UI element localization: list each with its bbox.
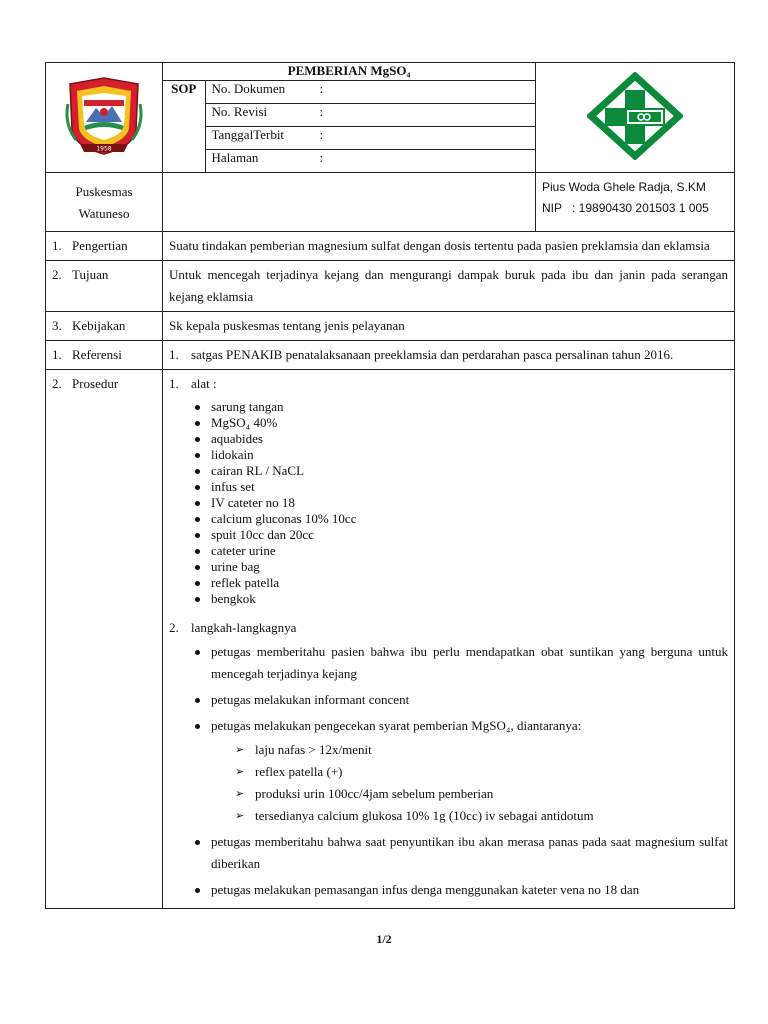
sop-document bbox=[45, 62, 734, 909]
identity-row bbox=[46, 173, 735, 232]
langkah-list bbox=[169, 641, 728, 901]
list-item: calcium gluconas 10% 10cc bbox=[211, 511, 728, 527]
label-pengertian: 1. Pengertian bbox=[46, 232, 163, 261]
signer-name: Pius Woda Ghele Radja, S.KM bbox=[542, 180, 706, 194]
list-item: sarung tangan bbox=[211, 399, 728, 415]
header-center-cell bbox=[163, 63, 536, 173]
list-item: lidokain bbox=[211, 447, 728, 463]
label-referensi: 1. Referensi bbox=[46, 341, 163, 370]
list-item: petugas memberitahu bahwa saat penyuntikan ibu akan merasa panas pada saat magnesium sulfat diberikan bbox=[211, 831, 728, 875]
row-pengertian bbox=[46, 232, 735, 261]
document-title: PEMBERIAN MgSO₄ bbox=[163, 63, 535, 81]
regency-emblem-icon bbox=[64, 74, 144, 158]
list-item: ➢ produksi urin 100cc/4jam sebelum pemberian bbox=[255, 783, 728, 805]
signer-block bbox=[536, 173, 735, 232]
header-meta-table bbox=[163, 63, 535, 172]
list-item: urine bag bbox=[211, 559, 728, 575]
left-logo-cell bbox=[46, 63, 163, 173]
text-kebijakan: Sk kepala puskesmas tentang jenis pelayanan bbox=[163, 312, 735, 341]
row-referensi bbox=[46, 341, 735, 370]
list-item: ➢ laju nafas > 12x/menit bbox=[255, 739, 728, 761]
label-prosedur: 2. Prosedur bbox=[46, 370, 163, 909]
langkah-heading: 2. langkah-langkagnya bbox=[169, 620, 297, 635]
alat-heading: 1. alat : bbox=[169, 376, 217, 391]
list-item: aquabides bbox=[211, 431, 728, 447]
list-item: petugas melakukan pemasangan infus denga menggunakan kateter vena no 18 dan bbox=[211, 879, 728, 901]
list-item: petugas melakukan informant concent bbox=[211, 689, 728, 711]
list-item: IV cateter no 18 bbox=[211, 495, 728, 511]
list-item: ➢ reflex patella (+) bbox=[255, 761, 728, 783]
meta-no-revisi: No. Revisi : bbox=[205, 104, 535, 127]
list-item: infus set bbox=[211, 479, 728, 495]
label-kebijakan: 3. Kebijakan bbox=[46, 312, 163, 341]
text-referensi: 1. satgas PENAKIB penatalaksanaan preeklamsia dan perdarahan pasca persalinan tahun 2016. bbox=[163, 341, 735, 370]
header-row bbox=[46, 63, 735, 173]
meta-tanggal-terbit: TanggalTerbit : bbox=[205, 127, 535, 150]
puskesmas-cross-logo-icon bbox=[587, 72, 683, 160]
alat-list bbox=[169, 399, 728, 607]
text-prosedur bbox=[163, 370, 735, 909]
sop-table bbox=[45, 62, 735, 909]
list-item: cairan RL / NaCL bbox=[211, 463, 728, 479]
meta-halaman: Halaman : bbox=[205, 150, 535, 173]
meta-no-dokumen: No. Dokumen : bbox=[205, 81, 535, 104]
list-item: reflek patella bbox=[211, 575, 728, 591]
page-number: 1/2 bbox=[376, 932, 392, 946]
puskesmas-name: Puskesmas Watuneso bbox=[46, 173, 163, 232]
list-item: ➢ tersedianya calcium glukosa 10% 1g (10cc) iv sebagai antidotum bbox=[255, 805, 728, 827]
row-tujuan bbox=[46, 261, 735, 312]
list-item: petugas memberitahu pasien bahwa ibu perlu mendapatkan obat suntikan yang berguna untuk mencegah terjadinya kejang bbox=[211, 641, 728, 685]
signer-nip: NIP : 19890430 201503 1 005 bbox=[542, 201, 709, 215]
identity-blank bbox=[163, 173, 536, 232]
list-item: petugas melakukan pengecekan syarat pemberian MgSO₄, diantaranya: ➢ laju nafas > 12x/menit ➢ reflex patella (+) ➢ produksi urin 100cc/4jam sebelum pemberian ➢ tersedianya calcium glukosa 10% 1g (10cc) iv sebagai antidotum bbox=[211, 715, 728, 827]
text-tujuan: Untuk mencegah terjadinya kejang dan mengurangi dampak buruk pada ibu dan janin pada serangan kejang eklamsia bbox=[163, 261, 735, 312]
label-tujuan: 2. Tujuan bbox=[46, 261, 163, 312]
list-item: MgSO₄ 40% bbox=[211, 415, 728, 431]
syarat-list bbox=[211, 739, 728, 827]
row-prosedur bbox=[46, 370, 735, 909]
emblem-year: 1958 bbox=[96, 145, 112, 152]
list-item: cateter urine bbox=[211, 543, 728, 559]
list-item: spuit 10cc dan 20cc bbox=[211, 527, 728, 543]
right-logo-cell bbox=[536, 63, 735, 173]
text-pengertian: Suatu tindakan pemberian magnesium sulfat dengan dosis tertentu pada pasien preklamsia dan eklamsia bbox=[163, 232, 735, 261]
sop-label: SOP bbox=[163, 81, 205, 173]
list-item: bengkok bbox=[211, 591, 728, 607]
row-kebijakan bbox=[46, 312, 735, 341]
